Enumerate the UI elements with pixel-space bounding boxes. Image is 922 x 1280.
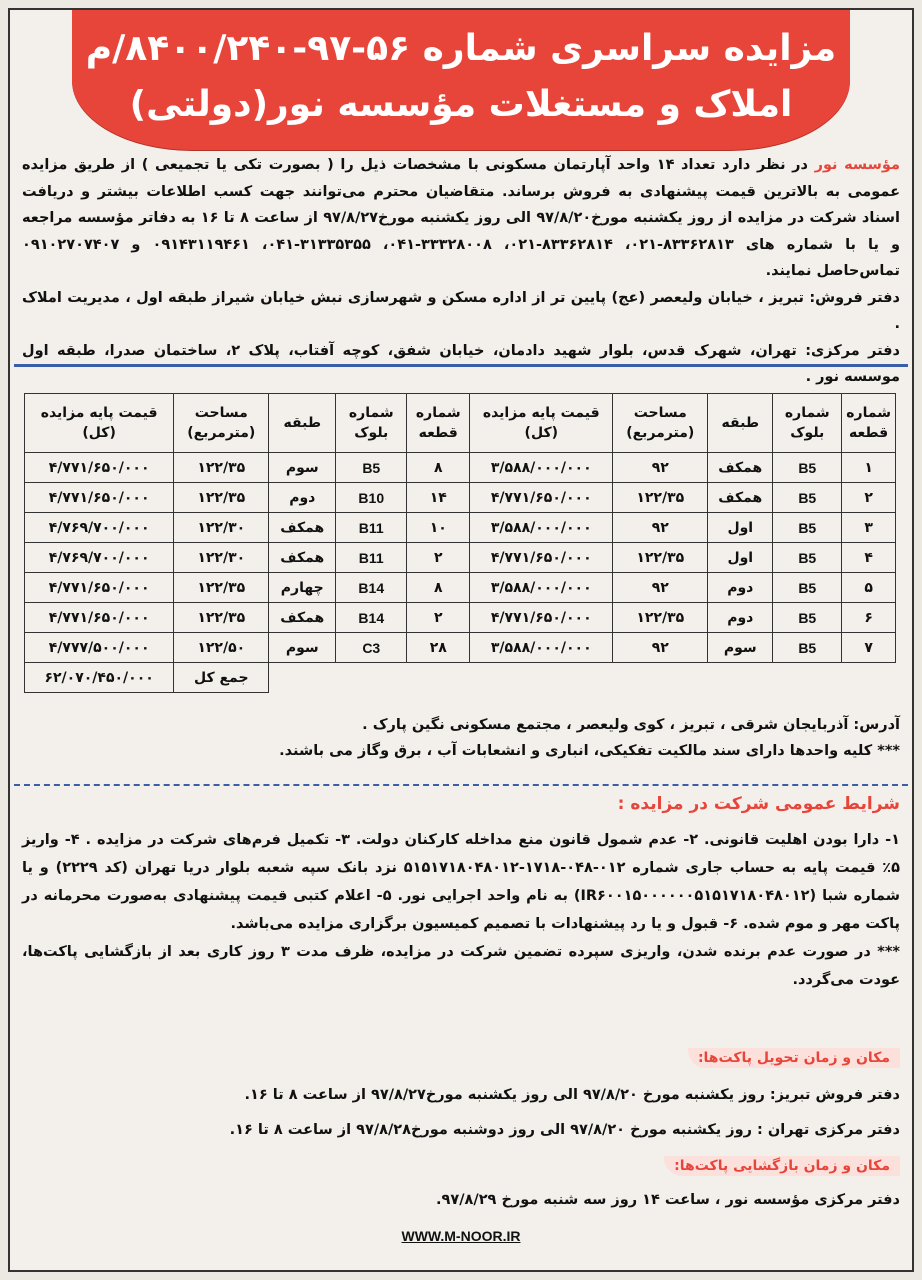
divider [14,364,908,367]
table-cell: چهارم [269,573,336,603]
delivery-tehran: دفتر مرکزی تهران : روز یکشنبه مورخ ۹۷/۸/۲۰ الی روز دوشنبه مورخ۹۷/۸/۲۸ از ساعت ۸ تا ۱۶. [229,1122,900,1138]
table-cell: C3 [336,633,407,663]
table-cell: اول [708,543,773,573]
table-cell: ۴/۷۷۱/۶۵۰/۰۰۰ [25,573,174,603]
table-cell: B5 [773,513,842,543]
table-cell: اول [708,513,773,543]
table-cell: ۱۰ [407,513,470,543]
table-cell: B5 [773,453,842,483]
table-cell: ۱۲۲/۳۵ [174,603,269,633]
sales-office-address: دفتر فروش: تبریز ، خیابان ولیعصر (عج) پایین تر از اداره مسکن و شهرسازی نبش خیابان شیراز طبقه اول ، مدیریت املاک . [22,289,900,332]
table-cell: ۴/۷۷۱/۶۵۰/۰۰۰ [470,543,613,573]
org-name: مؤسسه نور [814,157,900,173]
table-cell: ۴/۷۷۱/۶۵۰/۰۰۰ [25,603,174,633]
col-header: قیمت پایه مزایده (کل) [470,394,613,453]
table-cell: ۲ [407,543,470,573]
table-cell: دوم [269,483,336,513]
table-cell: ۴/۷۷۱/۶۵۰/۰۰۰ [470,603,613,633]
table-row [25,453,896,483]
table-cell: ۹۲ [613,633,708,663]
divider [14,784,908,786]
table-cell: همکف [269,513,336,543]
table-cell: B10 [336,483,407,513]
table-row [25,603,896,633]
table-header-row [25,394,896,453]
table-cell: ۵ [842,573,896,603]
central-office-address: دفتر مرکزی: تهران، شهرک قدس، بلوار شهید دادمان، خیابان شفق، کوچه آفتاب، پلاک ۲، ساختمان صدرا، طبقه اول موسسه نور . [22,342,900,385]
table-cell: B5 [773,603,842,633]
notes [22,712,900,764]
table-cell: B5 [773,543,842,573]
notice-header [72,10,850,150]
table-cell: دوم [708,573,773,603]
table-cell: ۱۲۲/۳۰ [174,543,269,573]
table-cell: ۲ [842,483,896,513]
table-cell: B5 [773,633,842,663]
col-header: قیمت پایه مزایده (کل) [25,394,174,453]
table-cell: همکف [269,603,336,633]
table-cell: ۴/۷۷۱/۶۵۰/۰۰۰ [25,483,174,513]
col-header: طبقه [708,394,773,453]
col-header: شماره قطعه [407,394,470,453]
table-cell: ۳/۵۸۸/۰۰۰/۰۰۰ [470,513,613,543]
table-cell: ۱۲۲/۳۵ [613,603,708,633]
table-cell: ۴/۷۶۹/۷۰۰/۰۰۰ [25,513,174,543]
table-cell: ۱ [842,453,896,483]
notice-subtitle: املاک و مستغلات مؤسسه نور(دولتی) [129,84,793,125]
intro-text: در نظر دارد تعداد ۱۴ واحد آپارتمان مسکونی با مشخصات ذیل را ( بصورت تکی یا تجمیعی ) از طریق مزایده عمومی به بالاترین قیمت پیشنهادی به فروش برساند. متقاضیان محترم می‌توانند جهت کسب اطلاعات بیشتر و دریافت اسناد شرکت در مزایده از روز یکشنبه مورخ۹۷/۸/۲۰ الی روز یکشنبه مورخ۹۷/۸/۲۷ از ساعت ۸ تا ۱۶ به دفاتر مؤسسه مراجعه و یا با شماره های ۸۳۳۶۲۸۱۳-۰۲۱، ۸۳۳۶۲۸۱۴-۰۲۱، ۳۳۳۲۸۰۰۸-۰۴۱، ۳۱۳۳۵۳۵۵-۰۴۱، ۰۹۱۴۳۱۱۹۴۶۱ و ۰۹۱۰۲۷۰۷۴۰۷ تماس‌حاصل نمایند. [22,157,901,279]
table-row [25,483,896,513]
property-address: آدرس: آذربایجان شرقی ، تبریز ، کوی ولیعصر ، مجتمع مسکونی نگین پارک . [362,717,900,733]
units-table [24,393,896,693]
delivery-tabriz: دفتر فروش تبریز: روز یکشنبه مورخ ۹۷/۸/۲۰ الی روز یکشنبه مورخ۹۷/۸/۲۷ از ساعت ۸ تا ۱۶. [244,1087,900,1103]
table-cell: ۱۲۲/۵۰ [174,633,269,663]
table-cell: ۱۴ [407,483,470,513]
table-cell: B11 [336,513,407,543]
table-cell: ۳/۵۸۸/۰۰۰/۰۰۰ [470,633,613,663]
conditions-title: شرایط عمومی شرکت در مزایده : [617,794,900,814]
col-header: طبقه [269,394,336,453]
table-cell: B14 [336,573,407,603]
table-cell: ۴/۷۶۹/۷۰۰/۰۰۰ [25,543,174,573]
total-label: جمع کل [174,663,269,693]
table-cell: ۴/۷۷۱/۶۵۰/۰۰۰ [470,483,613,513]
table-cell: ۹۲ [613,573,708,603]
table-row [25,633,896,663]
table-cell: B11 [336,543,407,573]
table-cell: همکف [269,543,336,573]
table-cell: سوم [269,633,336,663]
table-row [25,543,896,573]
col-header: شماره بلوک [773,394,842,453]
total-value: ۶۲/۰۷۰/۴۵۰/۰۰۰ [25,663,174,693]
website-link[interactable]: WWW.M-NOOR.IR [401,1228,521,1244]
table-cell: ۳ [842,513,896,543]
table-row [25,513,896,543]
notice-title: مزایده سراسری شماره ۵۶-۹۷-۸۴۰۰/۲۴۰/م [85,28,837,69]
table-cell: ۱۲۲/۳۵ [174,453,269,483]
table-cell: ۶ [842,603,896,633]
conditions-list: ۱- دارا بودن اهلیت قانونی. ۲- عدم شمول قانون منع مداخله کارکنان دولت. ۳- تکمیل فرم‌های شرکت در مزایده . ۴- واریز ۵٪ قیمت پایه به حساب جاری شماره ۰۱۲-۰۴۸-۱۷۱۸-۵۱۵۱۷۱۸۰۴۸۰۱۲ نزد بانک سپه شعبه بلوار دریا تهران (کد ۲۲۲۹) و یا شماره شبا (IR۶۰۰۱۵۰۰۰۰۰۰۵۱۵۱۷۱۸۰۴۸۰۱۲) به نام واحد اجرایی نور. ۵- اعلام کتبی قیمت پیشنهادی به‌صورت محرمانه در پاکت مهر و موم شده. ۶- قبول و یا رد پیشنهادات با تصمیم کمیسیون برگزاری مزایده می‌باشد. [22,832,901,932]
table-cell: دوم [708,603,773,633]
ownership-note: *** کلیه واحدها دارای سند مالکیت تفکیکی، انباری و انشعابات آب ، برق وگاز می باشند. [279,743,900,759]
table-row [25,573,896,603]
table-cell: ۸ [407,573,470,603]
table-cell: ۲۸ [407,633,470,663]
col-header: مساحت (مترمربع) [613,394,708,453]
table-cell: ۱۲۲/۳۰ [174,513,269,543]
col-header: شماره بلوک [336,394,407,453]
table-cell: B5 [773,573,842,603]
table-cell: ۸ [407,453,470,483]
opening-text: دفتر مرکزی مؤسسه نور ، ساعت ۱۴ روز سه شنبه مورخ ۹۷/۸/۲۹. [436,1192,900,1208]
table-cell: ۴ [842,543,896,573]
refund-note: *** در صورت عدم برنده شدن، واریزی سپرده تضمین شرکت در مزایده، ظرف مدت ۳ روز کاری بعد از بازگشایی پاکت‌ها، عودت می‌گردد. [22,944,900,988]
table-cell: ۲ [407,603,470,633]
table-cell: ۱۲۲/۳۵ [174,573,269,603]
units-table-wrap [24,393,896,693]
table-cell: همکف [708,483,773,513]
table-cell: همکف [708,453,773,483]
table-cell: ۳/۵۸۸/۰۰۰/۰۰۰ [470,453,613,483]
conditions-text [22,826,900,994]
table-cell: ۱۲۲/۳۵ [613,543,708,573]
table-cell: B5 [336,453,407,483]
table-cell: B14 [336,603,407,633]
table-cell: B5 [773,483,842,513]
table-cell: ۴/۷۷۷/۵۰۰/۰۰۰ [25,633,174,663]
table-cell: ۱۲۲/۳۵ [174,483,269,513]
table-cell: ۴/۷۷۱/۶۵۰/۰۰۰ [25,453,174,483]
delivery-title: مکان و زمان تحویل پاکت‌ها: [688,1048,900,1068]
opening-title: مکان و زمان بازگشایی پاکت‌ها: [664,1156,900,1176]
total-row [25,663,896,693]
table-cell: سوم [708,633,773,663]
table-cell: ۱۲۲/۳۵ [613,483,708,513]
col-header: مساحت (مترمربع) [174,394,269,453]
table-cell: ۷ [842,633,896,663]
table-cell: ۹۲ [613,453,708,483]
table-cell: سوم [269,453,336,483]
table-cell: ۹۲ [613,513,708,543]
col-header: شماره قطعه [842,394,896,453]
intro-paragraph [22,152,900,391]
table-cell: ۳/۵۸۸/۰۰۰/۰۰۰ [470,573,613,603]
